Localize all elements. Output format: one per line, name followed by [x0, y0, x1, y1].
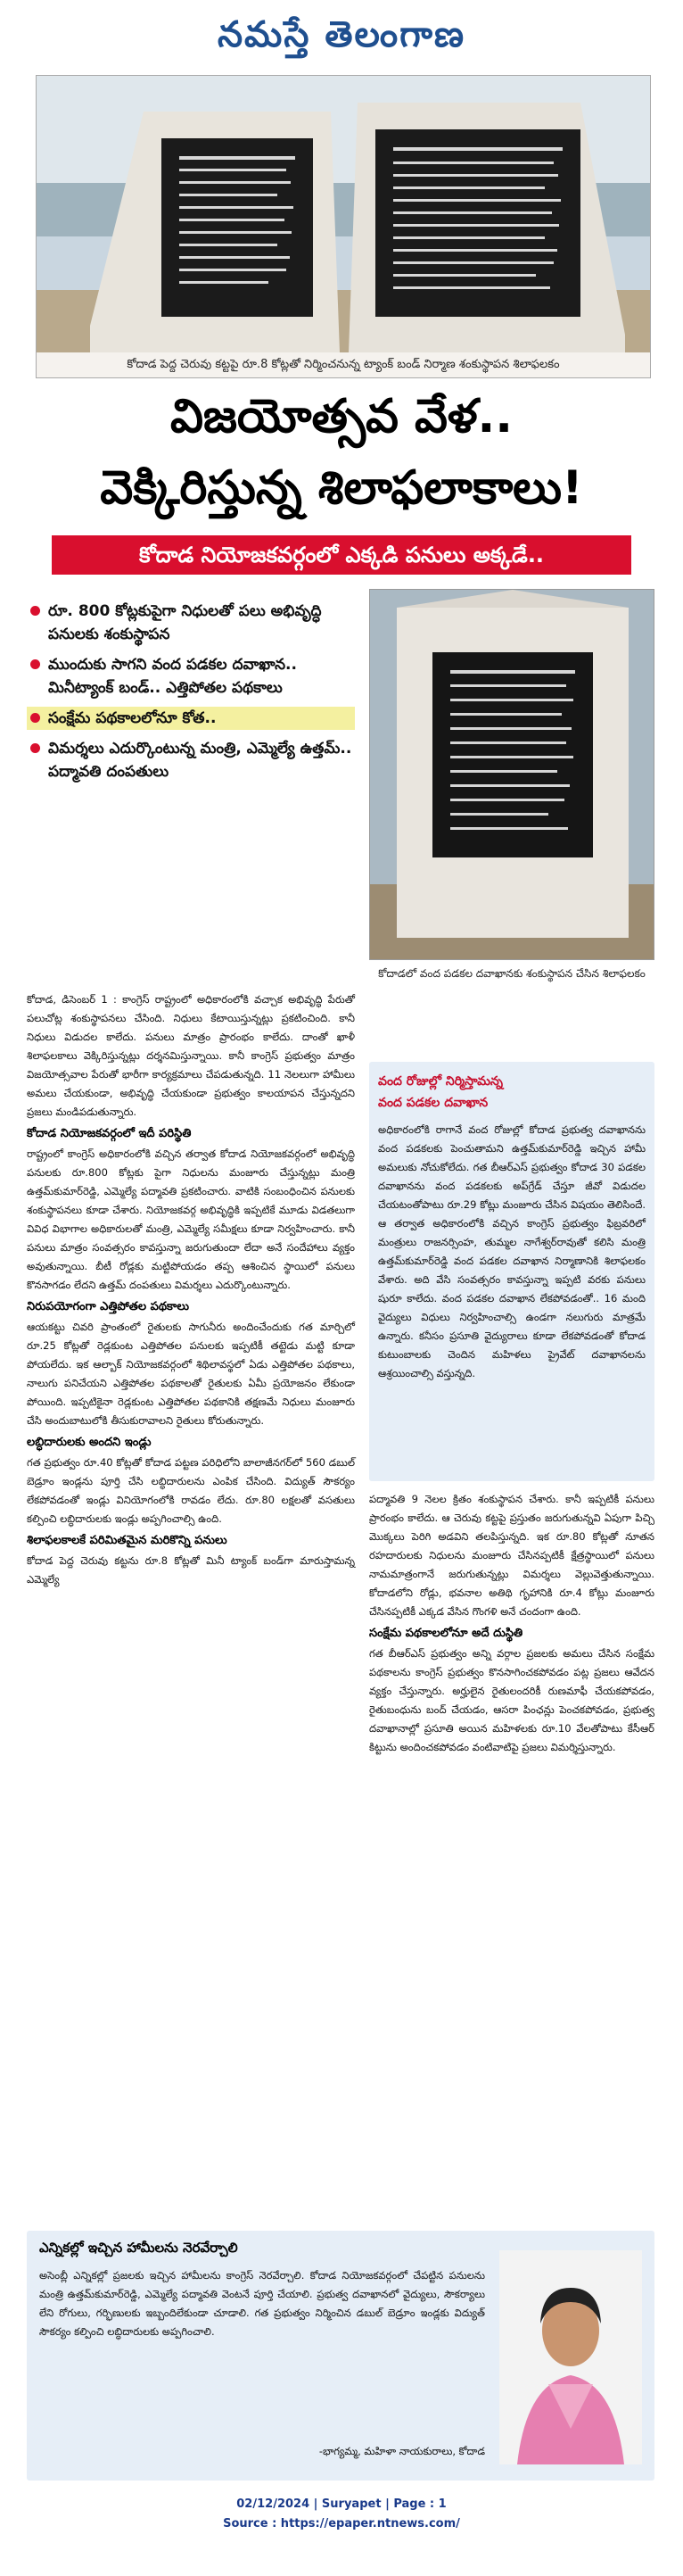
article-intro: కోదాడ, డిసెంబర్ 1 : కాంగ్రెస్ రాష్ట్రంలో అధికారంలోకి వచ్చాక అభివృద్ధి పేరుతో పలుచోట్ల శంకుస్థాపనలు చేసింది. నిధులు కేటాయిస్తున్నట్లు ప్రకటించింది. కానీ నిధులు విడుదల కాలేదు. పనులు మాత్రం ప్రారంభం కాలేదు. దాంతో ఖాళీ శిలాఫలకాలు వెక్కిరిస్తున్నట్లు దర్శనమిస్తున్నాయి. కానీ కాంగ్రెస్ ప్రభుత్వం మాత్రం విజయోత్సవాల పేరుతో భారీగా కార్యక్రమాలు చేపడుతున్నది. 11 నెలలుగా హామీలు అమలు చేయకుండా, అభివృద్ధి చేయకుండా ప్రభుత్వం కాలయాపన చేస్తున్నదని ప్రజలు మండిపడుతున్నారు.	[27, 993, 355, 1118]
article-left-column	[27, 990, 355, 1589]
hospital-box-body: అధికారంలోకి రాగానే వంద రోజుల్లో కోదాడ ప్రభుత్వ దవాఖానను వంద పడకలకు పెంచుతామని ఉత్తమ్‌కుమార్‌రెడ్డి ఇచ్చిన హామీ అమలుకు నోచుకోలేదు. గత బీఆర్ఎస్ ప్రభుత్వం కోదాడ 30 పడకల దవాఖానను వంద పడకలకు అప్‌గ్రేడ్ చేస్తూ జీవో విడుదల చేయటంతోపాటు రూ.29 కోట్లు మంజూరు చేసిన విషయం తెలిసిందే. ఆ తర్వాత అధికారంలోకి వచ్చిన కాంగ్రెస్ ప్రభుత్వం ఫిబ్రవరిలో మంత్రులు రాజనర్సింహ, తుమ్మల నాగేశ్వర్‌రావుతో కలిసి మంత్రి ఉత్తమ్‌కుమార్‌రెడ్డి వంద పడకల దవాఖాన నిర్మాణానికి శిలాఫలకం వేశారు. అది వేసి సంవత్సరం కావస్తున్నా ఇప్పటి వరకు పనులు షురూ కాలేదు. వంద పడకల దవాఖాన లేకపోవడంతో.. 16 మంది వైద్యులు విధులు నిర్వహించాల్సి ఉండగా నలుగురు మాత్రమే ఉన్నారు. కనీసం ప్రసూతి వైద్యురాలు కూడా లేకపోవడంతో కోదాడ కుటుంబాలకు చెందిన మహిళలు ప్రైవేట్ దవాఖానలను ఆశ్రయించాల్సి వస్తున్నది.	[378, 1123, 646, 1379]
bullet-dot-icon	[30, 606, 40, 616]
bullet-item: విమర్శలు ఎదుర్కొంటున్న మంత్రి, ఎమ్మెల్యే ఉత్తమ్.. పద్మావతి దంపతులు	[27, 737, 355, 783]
subheadline-bar: కోదాడ నియోజకవర్గంలో ఎక్కడి పనులు అక్కడే..	[52, 535, 631, 575]
article-paragraph: గత బీఆర్ఎస్ ప్రభుత్వం అన్ని వర్గాల ప్రజలకు అమలు చేసిన సంక్షేమ పథకాలను కాంగ్రెస్ ప్రభుత్వం కొనసాగించకపోవడం పట్ల ప్రజలు ఆవేదన వ్యక్తం చేస్తున్నారు. అర్హులైన రైతులందరికీ రుణమాఫీ చేయకపోవడం, రైతుబంధును బంద్ చేయడం, ఆసరా పింఛన్లు పెంచకపోవడం, ప్రభుత్వ దవాఖానాల్లో ప్రసూతి అయిన మహిళలకు రూ.10 వేలతోపాటు కేసీఆర్ కిట్టును అందించకపోవడం వంటివాటిపై ప్రజలు విమర్శిస్తున్నారు.	[369, 1647, 654, 1753]
bullet-dot-icon	[30, 713, 40, 723]
quote-title: ఎన్నికల్లో ఇచ్చిన హామీలను నెరవేర్చాలి	[39, 2240, 238, 2256]
article-paragraph: రాష్ట్రంలో కాంగ్రెస్ అధికారంలోకి వచ్చిన తర్వాత కోదాడ నియోజకవర్గంలో అభివృద్ధి పనులకు రూ.800 కోట్లకు పైగా నిధులను మంజూరు చేస్తున్నట్లు మంత్రి ఉత్తమ్‌కుమార్‌రెడ్డి, ఎమ్మెల్యే పద్మావతి ప్రకటించారు. వాటికి సంబంధించిన పనులకు శంకుస్థాపనలు కూడా చేశారు. నియోజకవర్గ అభివృద్ధికి ఇప్పటికే మూడు విడతలుగా వివిధ విభాగాల అధికారులతో మంత్రి, ఎమ్మెల్యే సమీక్షలు కూడా నిర్వహించారు. కానీ పనులు మాత్రం సంవత్సరం కావస్తున్నా జరుగుతుందా లేదా అనే సందేహాలు వ్యక్తం అవుతున్నాయి. బీటీ రోడ్లకు మట్టిపోయడం తప్ప ఆశించిన స్థాయిలో పనులు కొనసాగడం లేదని ఉత్తమ్ దంపతులు విమర్శలు ఎదుర్కొంటున్నారు.	[27, 1147, 355, 1291]
bullet-dot-icon	[30, 743, 40, 753]
bullet-item: రూ. 800 కోట్లకుపైగా నిధులతో పలు అభివృద్ధి పనులకు శంకుస్థాపన	[27, 600, 355, 646]
hospital-plaque-photo	[369, 589, 654, 960]
hospital-box-title-1: వంద రోజుల్లో నిర్మిస్తామన్న	[378, 1074, 503, 1089]
footer-source-line: Source : https://epaper.ntnews.com/	[223, 2517, 460, 2530]
top-photo-caption: కోదాడ పెద్ద చెరువు కట్టపై రూ.8 కోట్లతో నిర్మించనున్న ట్యాంక్ బండ్ నిర్మాణ శంకుస్థాపన శిలాఫలకం	[37, 352, 650, 377]
article-paragraph: పద్మావతి 9 నెలల క్రితం శంకుస్థాపన చేశారు. కానీ ఇప్పటికీ పనులు ప్రారంభం కాలేదు. ఆ చెరువు కట్టపై ప్రస్తుతం జరుగుతున్నవి ఏపుగా పిచ్చి మొక్కలు పెరిగి అడవిని తలపిస్తున్నది. ఇక రూ.80 కోట్లతో నూతన రహదారులకు నిధులను మంజూరు చేసినప్పటికీ క్షేత్రస్థాయిలో పనులు నామమాత్రంగానే జరుగుతున్నట్లు విమర్శలు వెల్లువెత్తుతున్నాయి. కోదాడలోని రోడ్లు, భవనాల అతిథి గృహానికి రూ.4 కోట్లు మంజూరు చేసినప్పటికీ ఎక్కడ వేసిన గొంగళి అనే చందంగా ఉంది.	[369, 1493, 654, 1618]
section-heading: నిరుపయోగంగా ఎత్తిపోతల పథకాలు	[27, 1300, 190, 1313]
footer-date-line: 02/12/2024 | Suryapet | Page : 1	[236, 2497, 447, 2511]
quote-body: అసెంబ్లీ ఎన్నికల్లో ప్రజలకు ఇచ్చిన హామీలను కాంగ్రెస్ నెరవేర్చాలి. కోదాడ నియోజకవర్గంలో చేపట్టిన పనులను మంత్రి ఉత్తమ్‌కుమార్‌రెడ్డి, ఎమ్మెల్యే పద్మావతి వెంటనే పూర్తి చేయాలి. ప్రభుత్వ దవాఖానలో వైద్యులు, సౌకర్యాలు లేని రోగులు, గర్భిణులకు ఇబ్బందిలేకుండా చూడాలి. గత ప్రభుత్వం నిర్మించిన డబుల్ బెడ్రూం ఇండ్లకు విద్యుత్ సౌకర్యం కల్పించి లబ్ధిదారులకు అప్పగించాలి.	[39, 2269, 485, 2338]
article-paragraph: కోదాడ పెద్ద చెరువు కట్టను రూ.8 కోట్లతో మినీ ట్యాంక్ బండ్‌గా మారుస్తామన్న ఎమ్మెల్యే	[27, 1554, 355, 1586]
speaker-portrait-illustration	[499, 2250, 642, 2464]
page-footer	[0, 2495, 683, 2534]
quote-box	[27, 2231, 654, 2481]
newspaper-title: నమస్తే తెలంగాణ	[217, 13, 466, 55]
quote-signature: -భాగ్యమ్మ, మహిళా నాయకురాలు, కోదాడ	[318, 2445, 485, 2457]
speaker-photo	[499, 2250, 642, 2464]
section-heading: శిలాఫలకాలకే పరిమితమైన మరికొన్ని పనులు	[27, 1534, 227, 1547]
hospital-sidebar-box	[369, 1062, 654, 1481]
masthead	[0, 0, 683, 71]
hospital-plaque-illustration	[370, 590, 654, 960]
article-paragraph: గత ప్రభుత్వం రూ.40 కోట్లతో కోదాడ పట్టణ పరిధిలోని బాలాజీనగర్‌లో 560 డబుల్ బెడ్రూం ఇండ్లను పూర్తి చేసి లబ్ధిదారులను ఎంపిక చేసింది. విద్యుత్ సౌకర్యం లేకపోవడంతో ఇండ్లు వినియోగంలోకి రావడం లేదు. రూ.80 లక్షలతో వసతులు కల్పించి లబ్ధిదారులకు ఇండ్లు అప్పగించాల్సి ఉంది.	[27, 1456, 355, 1525]
hospital-plaque-caption: కోదాడలో వంద పడకల దవాఖానకు శంకుస్థాపన చేసిన శిలాఫలకం	[378, 967, 646, 980]
highlight-bullets	[27, 600, 355, 791]
headline-line-2: వెక్కిరిస్తున్న శిలాఫలాకాలు!	[100, 461, 583, 515]
article-right-column	[369, 1490, 654, 1757]
bullet-item: ముందుకు సాగని వంద పడకల దవాఖాన.. మినీట్యాంక్ బండ్.. ఎత్తిపోతల పథకాలు	[27, 653, 355, 700]
bullet-item: సంక్షేమ పథకాలలోనూ కోత..	[27, 707, 355, 730]
plaque-photo-illustration	[37, 76, 651, 378]
section-heading: లబ్ధిదారులకు అందని ఇండ్లు	[27, 1436, 152, 1449]
section-heading: కోదాడ నియోజకవర్గంలో ఇదీ పరిస్థితి	[27, 1127, 192, 1140]
bullet-dot-icon	[30, 659, 40, 669]
article-paragraph: ఆయకట్టు చివరి ప్రాంతంలో రైతులకు సాగునీరు అందించేందుకు గత మార్చిలో రూ.25 కోట్లతో రెడ్లకుంట ఎత్తిపోతల పనులకు ఇప్పటికీ తట్టెడు మట్టి కూడా పోయలేదు. ఇక ఆల్బాక్ నియోజకవర్గంలో శిథిలావస్థలో ఏడు ఎత్తిపోతల పథకాలు, నాలుగు పనిచేయని ఎత్తిపోతల పథకాలతో రైతులకు ఏమీ ప్రయోజనం లేకుండా పోయింది. ఇప్పటికైనా రెడ్లకుంట ఎత్తిపోతల పథకానికి తక్షణమే నిధులు మంజూరు చేసి అందుబాటులోకి తీసుకురావాలని రైతులు కోరుతున్నారు.	[27, 1321, 355, 1427]
hospital-box-title-2: వంద పడకల దవాఖాన	[378, 1096, 489, 1110]
section-heading: సంక్షేమ పథకాలలోనూ అదే దుస్థితి	[369, 1627, 523, 1640]
top-photo	[36, 75, 651, 378]
headline-line-1: విజయోత్సవ వేళ..	[169, 390, 514, 443]
